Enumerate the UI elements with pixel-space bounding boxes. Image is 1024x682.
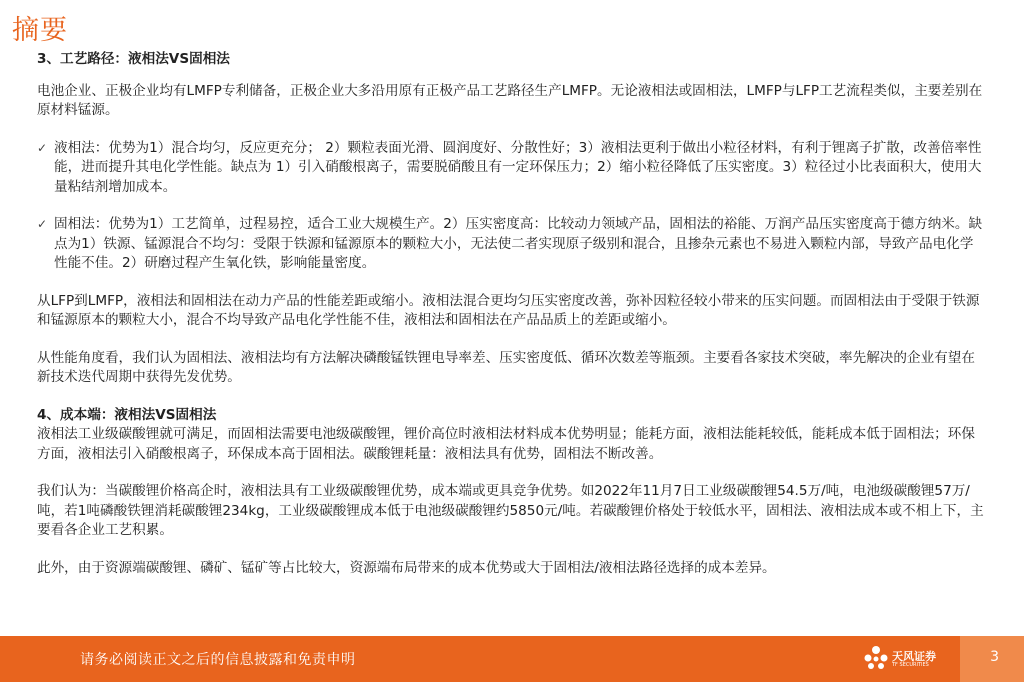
tf-securities-logo [862, 642, 952, 676]
bullet-solid-text: 固相法：优势为1）工艺简单，过程易控，适合工业大规模生产。2）压实密度高：比较动力领域产品，固相法的裕能、万润产品压实密度高于德方纳米。缺点为1）铁源、锰源混合不均匀：受限于铁源和锰源原本的颗粒大小，无法使二者实现原子级别和混合，且掺杂元素也不易进入颗粒内部，导致产品电化学性能不佳。2）研磨过程产生氧化铁，影响能量密度。 [54, 216, 983, 271]
tf-securities-logo-icon [862, 644, 890, 672]
section-4-intro: 液相法工业级碳酸锂就可满足，而固相法需要电池级碳酸锂，锂价高位时液相法材料成本优势明显；能耗方面，液相法能耗较低，能耗成本低于固相法；环保方面，液相法引入硝酸根离子，环保成本高于固相法。碳酸锂耗量：液相法具有优势，固相法不断改善。 [37, 426, 975, 462]
section-3-heading: 3、工艺路径：液相法VS固相法 [37, 51, 230, 67]
logo-text: 天风证券 [892, 650, 936, 663]
logo-subtext: TF SECURITIES [892, 662, 929, 668]
bullet-liquid-phase [37, 139, 987, 198]
check-icon: ✓ [37, 217, 48, 231]
check-icon: ✓ [37, 140, 48, 155]
footer-bar [0, 636, 1024, 682]
bullet-liquid-text: 液相法：优势为1）混合均匀，反应更充分； 2）颗粒表面光滑、圆润度好、分散性好；3）液相法更利于做出小粒径材料，有利于锂离子扩散，改善倍率性能，进而提升其电化学性能。缺点为 1）引入硝酸根离子，需要脱硝酸且有一定环保压力；2）缩小粒径降低了压实密度。3）粒径过小比表面积大，使用大量粘结剂增加成本。 [54, 139, 982, 195]
summary-content [37, 50, 987, 578]
paragraph-resource: 此外，由于资源端碳酸锂、磷矿、锰矿等占比较大，资源端布局带来的成本优势或大于固相法/液相法路径选择的成本差异。 [37, 559, 776, 576]
page-number: 3 [990, 649, 999, 665]
disclaimer-text: 请务必阅读正文之后的信息披露和免责申明 [80, 652, 356, 668]
page-title: 摘要 [12, 15, 68, 46]
section-3-intro: 电池企业、正极企业均有LMFP专利储备，正极企业大多沿用原有正极产品工艺路径生产LMFP。无论液相法或固相法，LMFP与LFP工艺流程类似，主要差别在原材料锰源。 [37, 82, 983, 118]
page-number-block [960, 636, 1024, 682]
bullet-solid-phase [37, 215, 987, 274]
paragraph-cost-view: 我们认为：当碳酸锂价格高企时，液相法具有工业级碳酸锂优势，成本端或更具竞争优势。如2022年11月7日工业级碳酸锂54.5万/吨，电池级碳酸锂57万/吨，若1吨磷酸铁锂消耗碳酸锂234kg，工业级碳酸锂成本低于电池级碳酸锂约5850元/吨。若碳酸锂价格处于较低水平，固相法、液相法成本或不相上下，主要看各企业工艺积累。 [37, 483, 984, 538]
section-4-heading: 4、成本端：液相法VS固相法 [37, 406, 217, 423]
paragraph-lfp-to-lmfp: 从LFP到LMFP，液相法和固相法在动力产品的性能差距或缩小。液相法混合更均匀压实密度改善，弥补因粒径较小带来的压实问题。而固相法由于受限于铁源和锰源原本的颗粒大小，混合不均导致产品电化学性能不佳，液相法和固相法在产品品质上的差距或缩小。 [37, 292, 980, 328]
paragraph-performance: 从性能角度看，我们认为固相法、液相法均有方法解决磷酸锰铁锂电导率差、压实密度低、循环次数差等瓶颈。主要看各家技术突破，率先解决的企业有望在新技术迭代周期中获得先发优势。 [37, 349, 975, 385]
